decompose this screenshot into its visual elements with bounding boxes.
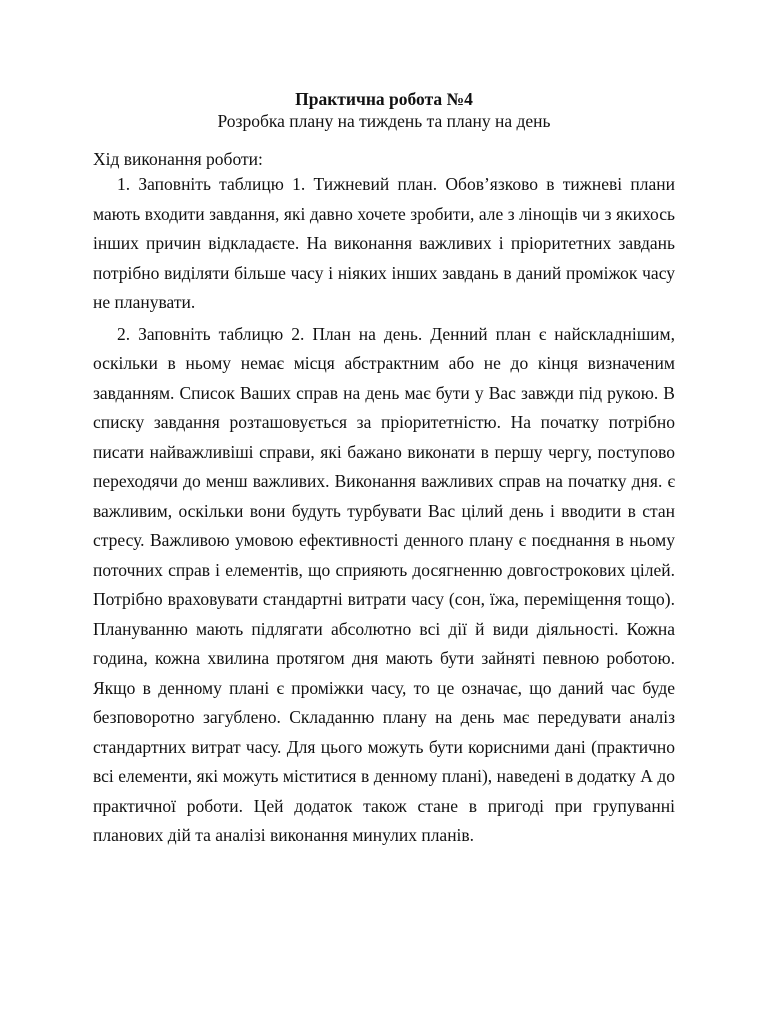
document-body xyxy=(93,88,675,851)
paragraph-daily-plan: 2. Заповніть таблицю 2. План на день. Денний план є найскладнішим, оскільки в ньому немає місця абстрактним або не до кінця визначеним завданням. Список Ваших справ на день має бути у Вас завжди під рукою. В списку завдання розташовується за пріоритетністю. На початку потрібно писати найважливіші справи, які бажано виконати в першу чергу, поступово переходячи до менш важливих. Виконання важливих справ на початку дня. є важливим, оскільки вони будуть турбувати Вас цілий день і вводити в стан стресу. Важливою умовою ефективності денного плану є поєднання в ньому поточних справ і елементів, що сприяють досягненню довгострокових цілей. Потрібно враховувати стандартні витрати часу (сон, їжа, переміщення тощо). Плануванню мають підлягати абсолютно всі дії й види діяльності. Кожна година, кожна хвилина протягом дня мають бути зайняті певною роботою. Якщо в денному плані є проміжки часу, то це означає, що даний час буде безповоротно загублено. Складанню плану на день має передувати аналіз стандартних витрат часу. Для цього можуть бути корисними дані (практично всі елементи, які можуть міститися в денному плані), наведені в додатку А до практичної роботи. Цей додаток також стане в пригоді при групуванні планових дій та аналізі виконання минулих планів. xyxy=(93,323,675,845)
document-title: Практична робота №4 xyxy=(295,89,473,109)
paragraph-weekly-plan: 1. Заповніть таблицю 1. Тижневий план. Обов’язково в тижневі плани мають входити завдання, які давно хочете зробити, але з лінощів чи з якихось інших причин відкладаєте. На виконання важливих і пріоритетних завдань потрібно виділяти більше часу і ніяких інших завдань в даний проміжок часу не планувати. xyxy=(93,174,675,312)
procedure-heading: Хід виконання роботи: xyxy=(93,149,263,169)
document-subtitle: Розробка плану на тиждень та плану на день xyxy=(217,111,551,131)
